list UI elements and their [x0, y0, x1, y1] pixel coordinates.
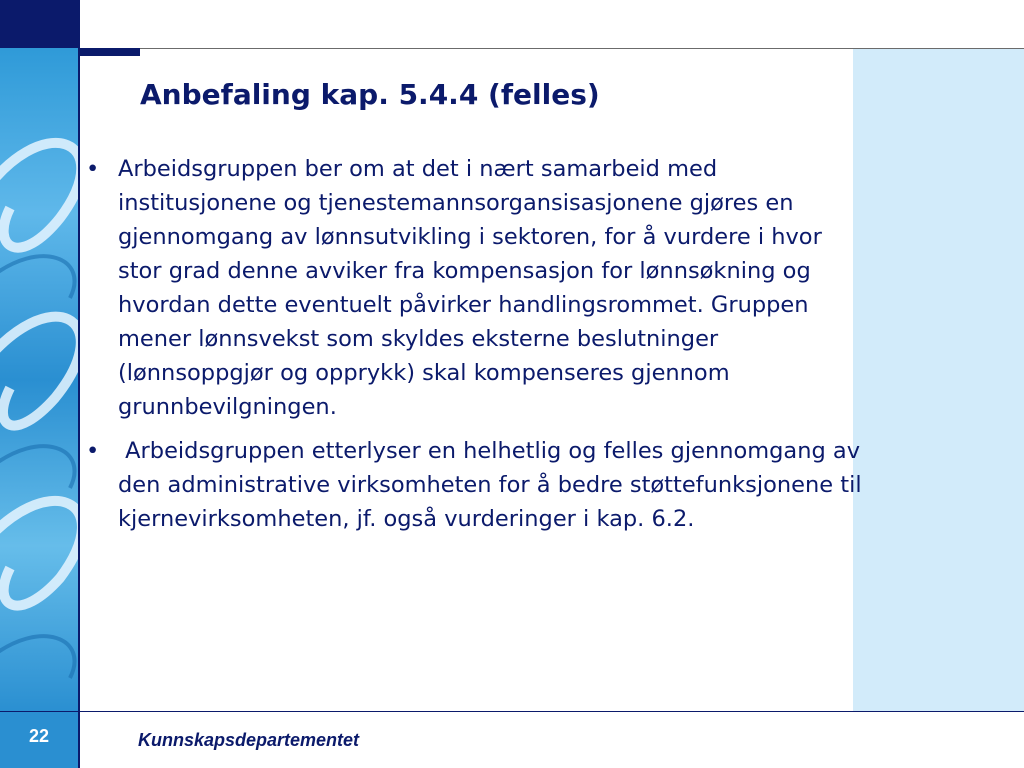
corner-block [0, 0, 78, 48]
bullet-marker: • [86, 156, 100, 182]
right-side-panel [853, 49, 1024, 711]
bullet-text: Arbeidsgruppen ber om at det i nært samarbeid med institusjonene og tjenestemannsorgansisasjonene gjøres en gjennomgang av lønnsutvikling i sektoren, for å vurdere i hvor stor grad denne avviker fra kompensasjon for lønnsøkning og hvordan dette eventuelt påvirker handlingsrommet. Gruppen mener lønnsvekst som skyldes eksterne beslutninger (lønnsoppgjør og opprykk) skal kompenseres gjennom grunnbevilgningen. [118, 156, 822, 420]
bullet-item [84, 434, 869, 536]
title-accent-bar [80, 48, 140, 56]
footer-organization: Kunnskapsdepartementet [138, 730, 360, 750]
decorative-side-strip [0, 48, 78, 712]
bottom-rule [0, 711, 1024, 712]
decorative-swirl-pattern [0, 48, 78, 712]
bullet-marker: • [86, 438, 100, 464]
page-number: 22 [28, 726, 50, 746]
bullet-item [84, 152, 864, 424]
vertical-divider [78, 0, 80, 768]
slide-title: Anbefaling kap. 5.4.4 (felles) [140, 78, 600, 111]
bullet-text: Arbeidsgruppen etterlyser en helhetlig og felles gjennomgang av den administrative virksomheten for å bedre støttefunksjonene til kjernevirksomheten, jf. også vurderinger i kap. 6.2. [118, 438, 869, 532]
bullet-list [84, 152, 869, 546]
